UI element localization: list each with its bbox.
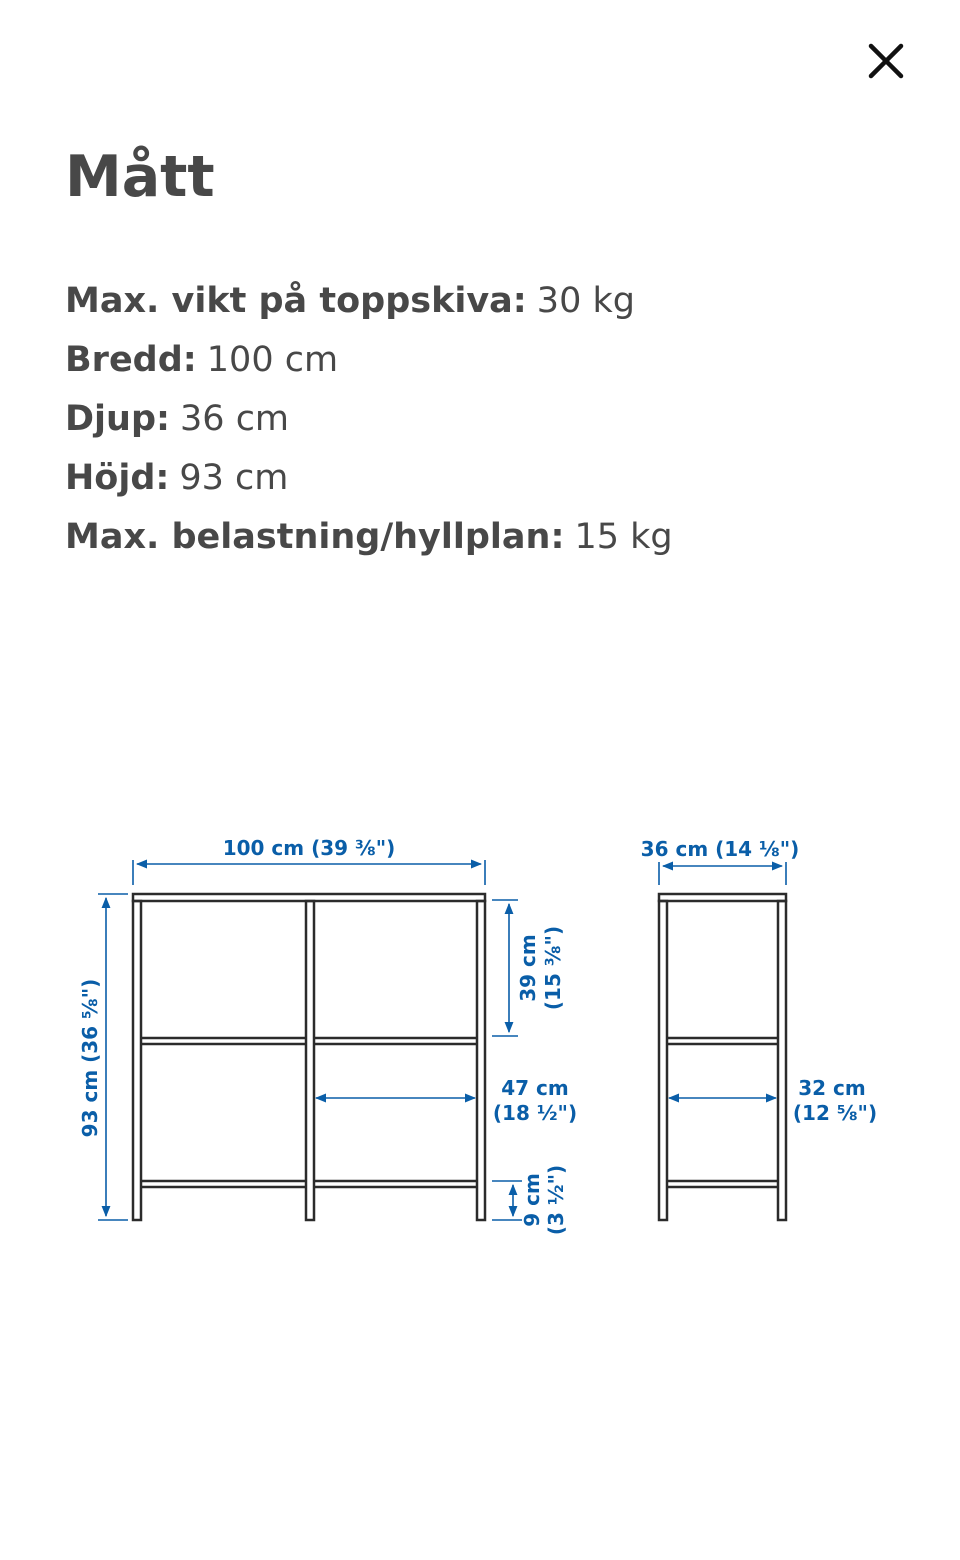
spec-row-max-shelf-load	[65, 508, 673, 567]
spec-row-width	[65, 331, 673, 390]
dimension-spec-list	[65, 272, 673, 567]
side-dimension-lines	[659, 862, 786, 1098]
front-width-label: 100 cm (39 ⅜")	[222, 836, 396, 860]
dimension-diagram	[0, 820, 960, 1260]
side-view-shelf	[659, 894, 786, 1220]
inner-width-cm: 47 cm	[501, 1076, 569, 1100]
side-depth-label: 36 cm (14 ⅛")	[640, 837, 800, 861]
spec-value: 100 cm	[206, 340, 339, 380]
spec-label: Bredd:	[65, 340, 197, 380]
spec-row-depth	[65, 390, 673, 449]
front-dimension-lines	[98, 860, 522, 1220]
base-height-in: (3 ½")	[544, 1164, 568, 1236]
front-height-label: 93 cm (36 ⅝")	[78, 978, 102, 1138]
upper-compartment-height-in: (15 ⅜")	[541, 925, 565, 1011]
spec-value: 30 kg	[536, 281, 635, 321]
inner-depth-cm: 32 cm	[798, 1076, 866, 1100]
spec-label: Max. belastning/hyllplan:	[65, 517, 565, 557]
spec-label: Max. vikt på toppskiva:	[65, 281, 527, 321]
front-view-shelf	[133, 894, 485, 1220]
spec-value: 15 kg	[574, 517, 673, 557]
inner-width-in: (18 ½")	[492, 1101, 578, 1125]
close-icon	[868, 43, 904, 79]
close-button[interactable]	[855, 30, 917, 92]
base-height-cm: 9 cm	[520, 1173, 544, 1227]
spec-row-height	[65, 449, 673, 508]
spec-value: 93 cm	[179, 458, 289, 498]
page-title: Mått	[65, 144, 215, 210]
inner-depth-in: (12 ⅝")	[792, 1101, 878, 1125]
upper-compartment-height-cm: 39 cm	[516, 934, 540, 1002]
spec-label: Höjd:	[65, 458, 170, 498]
spec-value: 36 cm	[180, 399, 290, 439]
spec-row-max-top-weight	[65, 272, 673, 331]
spec-label: Djup:	[65, 399, 171, 439]
